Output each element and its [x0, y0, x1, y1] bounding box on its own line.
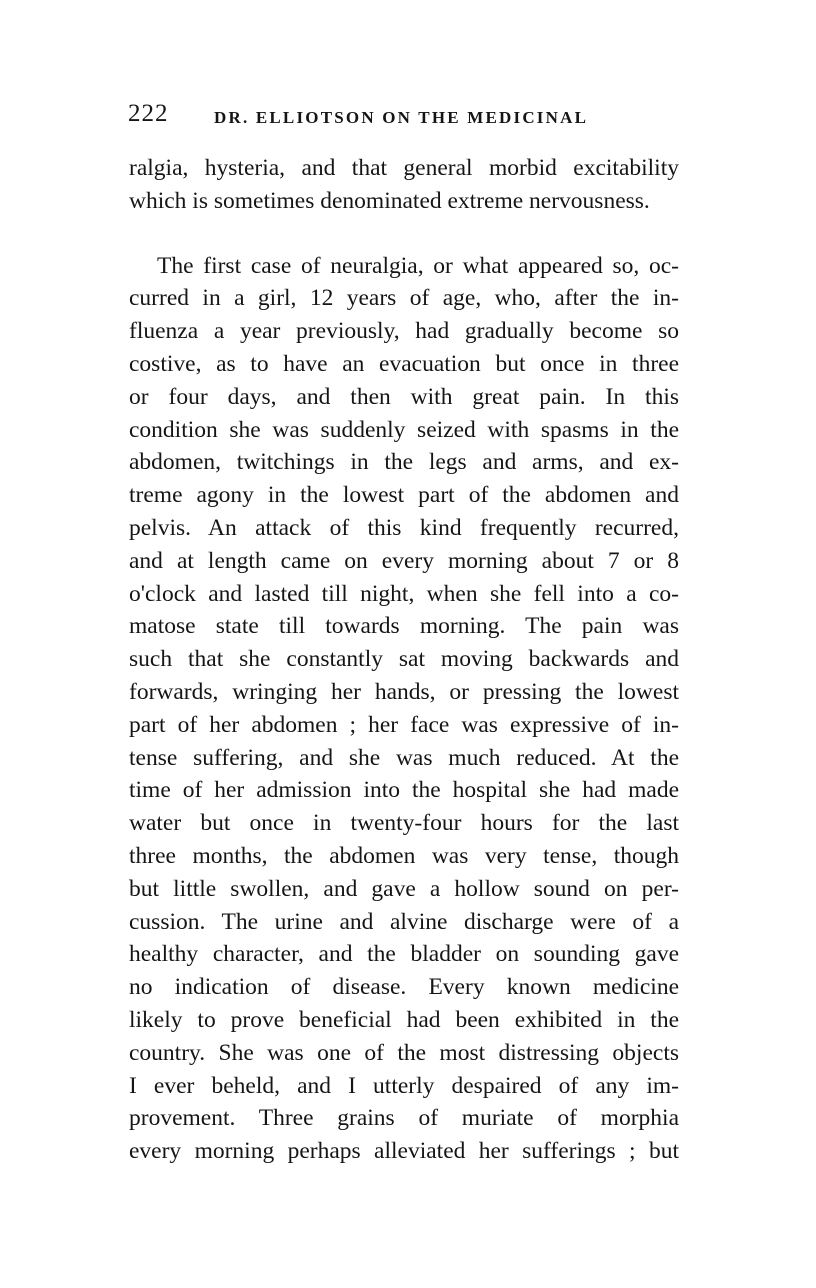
text-line: likely to prove beneficial had been exhibited in the: [129, 1006, 679, 1033]
text-line: healthy character, and the bladder on sounding gave: [129, 941, 679, 968]
text-line: provement. Three grains of muriate of morphia: [129, 1105, 679, 1132]
text-line: curred in a girl, 12 years of age, who, after the in-: [129, 285, 679, 312]
text-line: or four days, and then with great pain. In this: [129, 383, 679, 410]
text-line: condition she was suddenly seized with spasms in the: [129, 416, 679, 443]
running-title: DR. ELLIOTSON ON THE MEDICINAL: [214, 108, 589, 127]
text-line: pelvis. An attack of this kind frequently recurred,: [129, 514, 679, 541]
text-line: costive, as to have an evacuation but once in three: [129, 350, 679, 377]
text-line: I ever beheld, and I utterly despaired of any im-: [129, 1072, 679, 1099]
text-line: country. She was one of the most distressing objects: [129, 1039, 679, 1066]
text-line: such that she constantly sat moving backwards and: [129, 646, 679, 673]
text-line: fluenza a year previously, had gradually become so: [129, 318, 679, 345]
text-line: The first case of neuralgia, or what appeared so, oc-: [157, 252, 679, 279]
text-line: o'clock and lasted till night, when she fell into a co-: [129, 580, 679, 607]
body-text: [129, 152, 679, 1168]
text-line: and at length came on every morning about 7 or 8: [129, 547, 679, 574]
text-line: every morning perhaps alleviated her sufferings ; but: [129, 1138, 679, 1165]
text-line: forwards, wringing her hands, or pressing the lowest: [129, 678, 679, 705]
text-line: ralgia, hysteria, and that general morbid excitability: [129, 155, 679, 181]
page-number: 222: [128, 100, 169, 127]
paragraph-2: [129, 250, 679, 1168]
text-line: tense suffering, and she was much reduced. At the: [129, 744, 679, 771]
text-line: no indication of disease. Every known medicine: [129, 974, 679, 1001]
text-line: which is sometimes denominated extreme nervousness.: [129, 187, 650, 214]
text-line: treme agony in the lowest part of the abdomen and: [129, 482, 679, 509]
text-line: abdomen, twitchings in the legs and arms, and ex-: [129, 449, 679, 476]
paragraph-spacer: [129, 218, 679, 250]
text-line: cussion. The urine and alvine discharge were of a: [129, 908, 679, 935]
text-line: water but once in twenty-four hours for the last: [129, 810, 679, 837]
text-line: part of her abdomen ; her face was expressive of in-: [129, 711, 679, 738]
text-line: time of her admission into the hospital she had made: [129, 777, 679, 804]
text-line: matose state till towards morning. The pain was: [129, 613, 679, 640]
running-head: [128, 100, 688, 134]
text-line: but little swollen, and gave a hollow sound on per-: [129, 875, 679, 902]
text-line: three months, the abdomen was very tense, though: [129, 842, 679, 869]
paragraph-1: [129, 152, 679, 218]
